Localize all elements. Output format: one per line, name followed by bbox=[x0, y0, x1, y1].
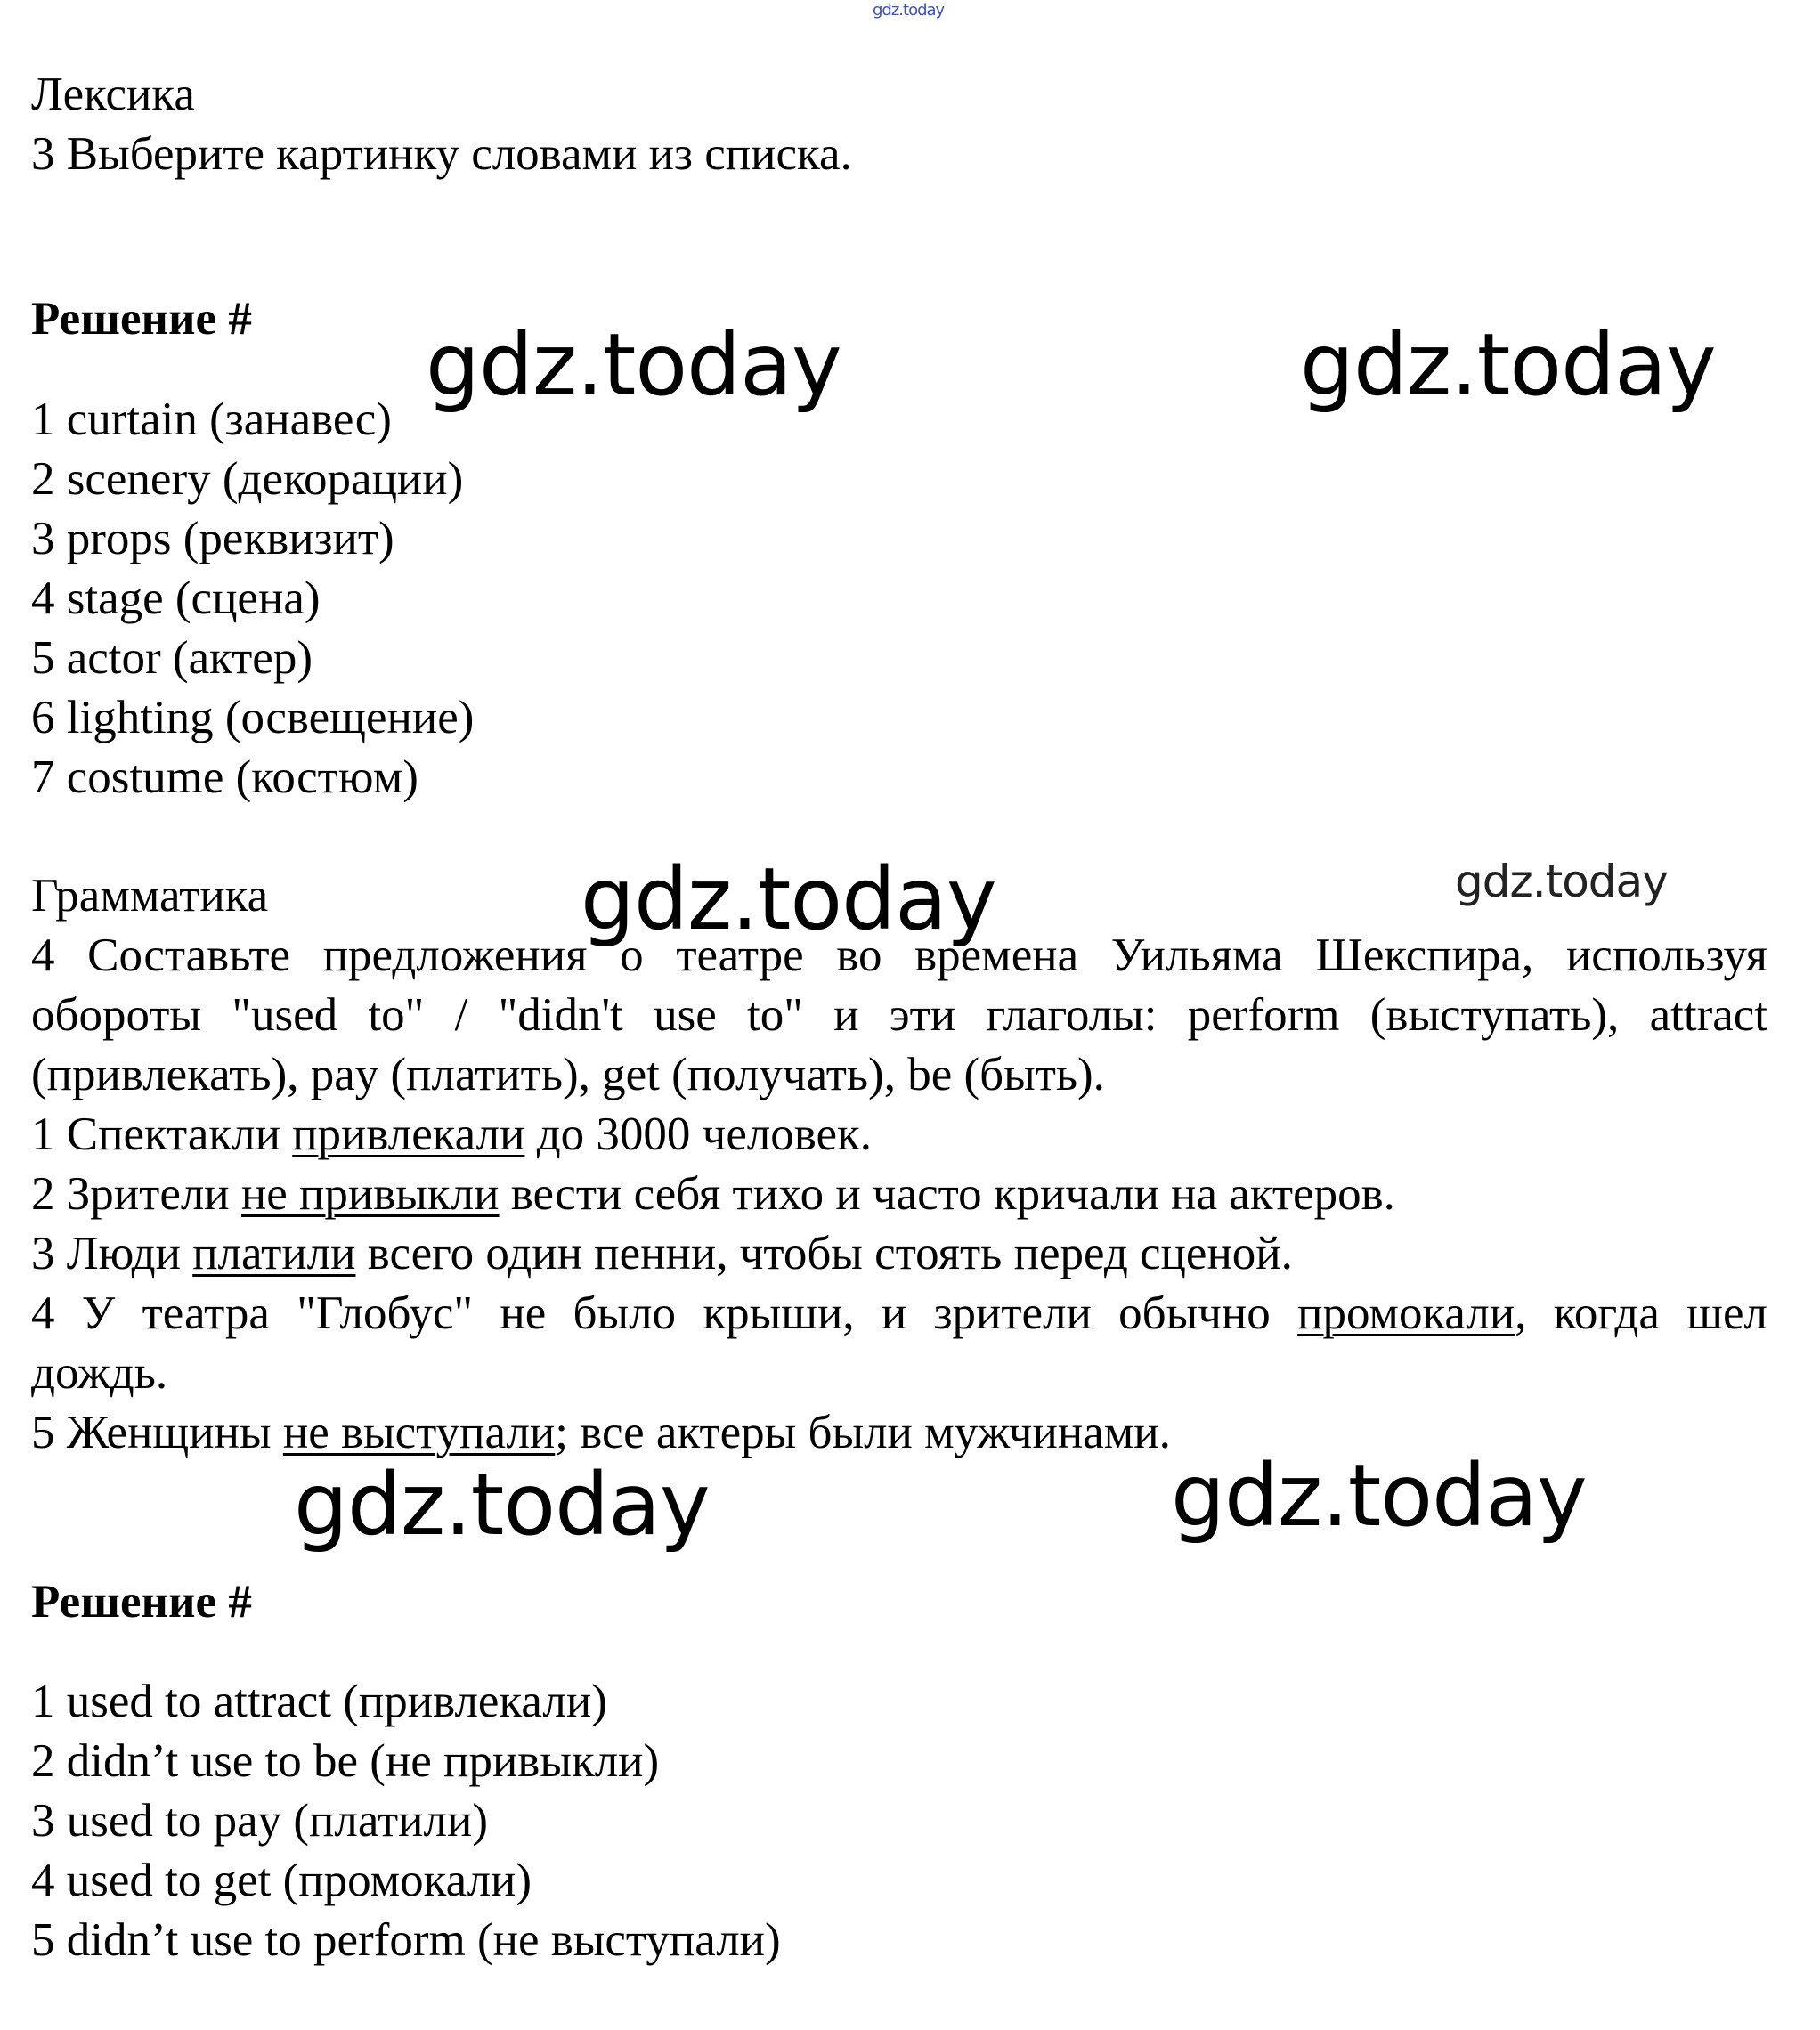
solution2-item: 2 didn’t use to be (не привыкли) bbox=[31, 1735, 660, 1787]
solution1-item: 2 scenery (декорации) bbox=[31, 453, 464, 505]
solution1-item: 6 lighting (освещение) bbox=[31, 692, 475, 743]
sentence-5: 5 Женщины не выступали; все актеры были мужчинами. bbox=[31, 1407, 1171, 1458]
sentence-3: 3 Люди платили всего один пенни, чтобы стоять перед сценой. bbox=[31, 1228, 1293, 1279]
task-4-line: 4 Составьте предложения о театре во времена Уильяма Шекспира, используя bbox=[31, 930, 1767, 981]
sentence-4-continued: дождь. bbox=[31, 1347, 168, 1399]
watermark-small: gdz.today bbox=[1455, 856, 1668, 907]
sentence-4: 4 У театра "Глобус" не было крыши, и зрители обычно промокали, когда шел bbox=[31, 1287, 1767, 1339]
solution-heading-2: Решение # bbox=[31, 1576, 252, 1628]
solution1-item: 4 stage (сцена) bbox=[31, 572, 321, 624]
sentence-1: 1 Спектакли привлекали до 3000 человек. bbox=[31, 1108, 873, 1160]
task-4-line: обороты "used to" / "didn't use to" и эти глаголы: perform (выступать), attract bbox=[31, 989, 1767, 1041]
top-watermark: gdz.today bbox=[873, 1, 945, 20]
solution1-item: 5 actor (актер) bbox=[31, 632, 313, 684]
section-title-lexicon: Лексика bbox=[31, 69, 195, 120]
solution-heading-1: Решение # bbox=[31, 293, 252, 345]
underlined-verb: не привыкли bbox=[240, 1168, 500, 1220]
solution2-item: 1 used to attract (привлекали) bbox=[31, 1676, 607, 1727]
watermark: gdz.today bbox=[581, 849, 996, 949]
task-4-line: (привлекать), pay (платить), get (получать), be (быть). bbox=[31, 1049, 1105, 1100]
watermark: gdz.today bbox=[426, 315, 841, 415]
solution1-item: 3 props (реквизит) bbox=[31, 513, 394, 564]
underlined-verb: привлекали bbox=[292, 1108, 525, 1160]
solution2-item: 5 didn’t use to perform (не выступали) bbox=[31, 1914, 781, 1966]
sentence-2: 2 Зрители не привыкли вести себя тихо и часто кричали на актеров. bbox=[31, 1168, 1395, 1220]
watermark: gdz.today bbox=[294, 1455, 710, 1555]
section-title-grammar: Грамматика bbox=[31, 870, 269, 922]
underlined-verb: не выступали bbox=[282, 1407, 556, 1458]
solution1-item: 7 costume (костюм) bbox=[31, 751, 418, 803]
solution2-item: 4 used to get (промокали) bbox=[31, 1855, 532, 1906]
solution2-item: 3 used to pay (платили) bbox=[31, 1795, 488, 1847]
watermark: gdz.today bbox=[1300, 315, 1716, 415]
underlined-verb: платили bbox=[192, 1228, 356, 1279]
solution1-item: 1 curtain (занавес) bbox=[31, 394, 392, 445]
underlined-verb: промокали bbox=[1297, 1287, 1515, 1339]
watermark: gdz.today bbox=[1171, 1446, 1587, 1546]
task-3-text: 3 Выберите картинку словами из списка. bbox=[31, 128, 852, 180]
